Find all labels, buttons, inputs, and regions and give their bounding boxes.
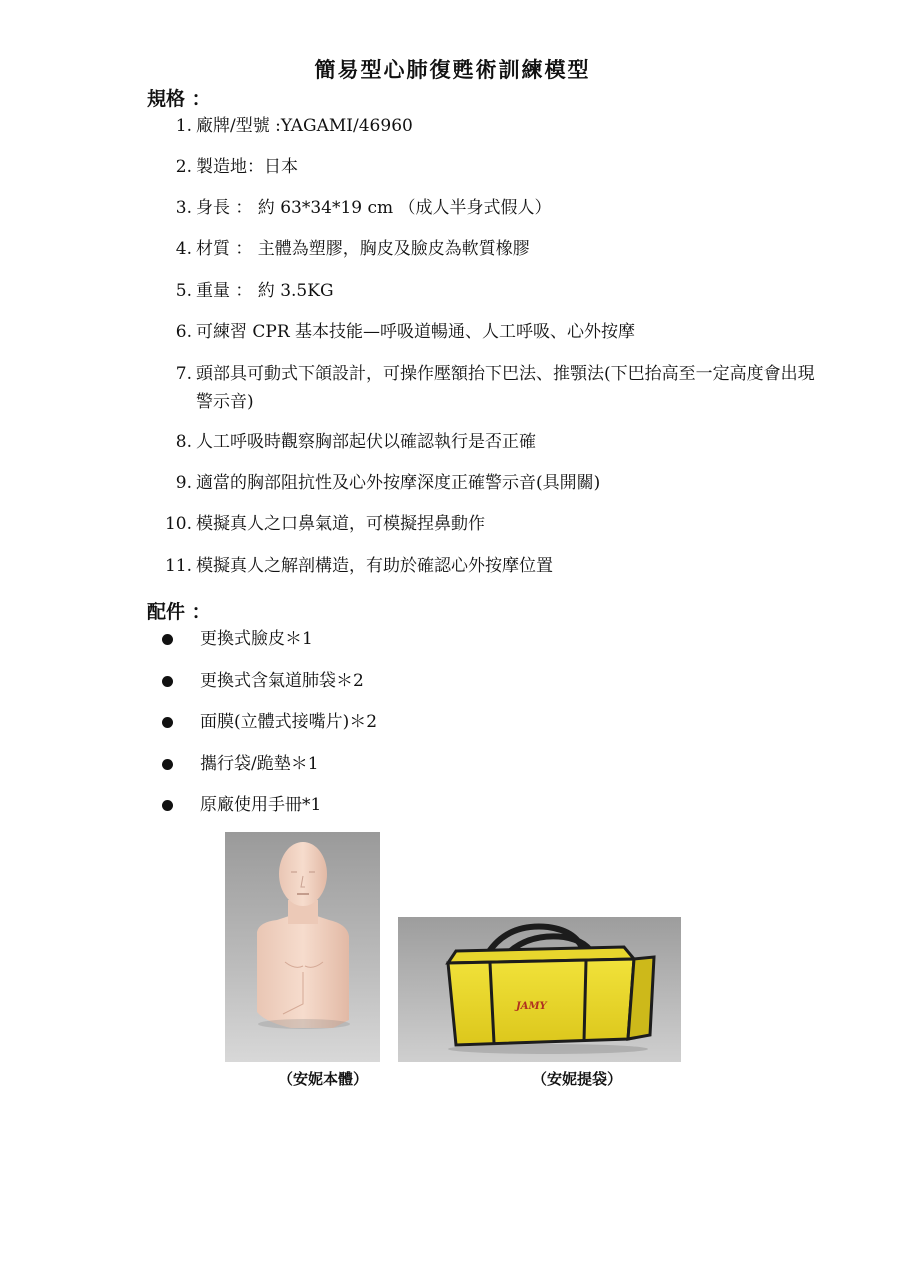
spec-text: 廠牌/型號 :YAGAMI/46960: [196, 116, 413, 136]
spec-text: 身長 ： 約 63*34*19 cm （成人半身式假人）: [196, 198, 552, 218]
accessory-item: [160, 791, 321, 819]
spec-number: 2.: [175, 157, 192, 177]
spec-item: [160, 428, 840, 456]
spec-text: 製造地：日本: [196, 157, 298, 177]
spec-item: [160, 194, 840, 222]
spec-number: 4.: [175, 239, 192, 259]
spec-text: 頭部具可動式下頜設計，可操作壓額抬下巴法、推顎法(下巴抬高至一定高度會出現警示音): [196, 364, 815, 412]
spec-text: 重量 ： 約 3.5KG: [196, 281, 334, 301]
bag-caption: （安妮提袋）: [532, 1070, 623, 1088]
spec-number: 6.: [175, 322, 192, 342]
accessory-text: 面膜(立體式接嘴片)＊2: [200, 712, 378, 732]
spec-text: 人工呼吸時觀察胸部起伏以確認執行是否正確: [196, 432, 536, 452]
spec-text: 可練習 CPR 基本技能—呼吸道暢通、人工呼吸、心外按摩: [196, 322, 636, 342]
spec-text: 適當的胸部阻抗性及心外按摩深度正確警示音(具開關): [196, 473, 601, 493]
spec-text: 模擬真人之解剖構造，有助於確認心外按摩位置: [196, 556, 553, 576]
spec-item: [160, 469, 840, 497]
spec-text: 模擬真人之口鼻氣道，可模擬捏鼻動作: [196, 514, 485, 534]
bullet-icon: [160, 634, 200, 645]
accessory-item: [160, 750, 319, 778]
page-title: 簡易型心肺復甦術訓練模型: [314, 58, 591, 82]
specs-heading: 規格 ：: [147, 88, 211, 110]
spec-item: [160, 510, 840, 538]
spec-item: [160, 318, 840, 346]
spec-item: [160, 112, 840, 140]
manikin-photo: [225, 832, 380, 1062]
spec-number: 8.: [175, 432, 192, 452]
spec-item: [160, 235, 840, 263]
spec-item: [160, 153, 840, 181]
accessory-item: [160, 667, 364, 695]
spec-number: 7.: [175, 364, 192, 384]
bullet-icon: [160, 759, 200, 770]
accessory-text: 攜行袋/跪墊＊1: [200, 754, 319, 774]
spec-text: 材質 ： 主體為塑膠，胸皮及臉皮為軟質橡膠: [196, 239, 530, 259]
spec-number: 10.: [164, 514, 192, 534]
spec-item: [160, 552, 840, 580]
carry-bag-photo: [398, 917, 681, 1062]
spec-item: [160, 277, 840, 305]
accessory-text: 原廠使用手冊*1: [200, 795, 322, 815]
manikin-caption: （安妮本體）: [278, 1070, 369, 1088]
accessories-heading: 配件 ：: [147, 601, 211, 623]
bullet-icon: [160, 676, 200, 687]
spec-item: [160, 360, 820, 416]
accessory-text: 更換式含氣道肺袋＊2: [200, 671, 364, 691]
spec-number: 9.: [175, 473, 192, 493]
spec-number: 11.: [164, 556, 192, 576]
bullet-icon: [160, 717, 200, 728]
accessory-text: 更換式臉皮＊1: [200, 629, 313, 649]
spec-number: 5.: [175, 281, 192, 301]
accessory-item: [160, 625, 313, 653]
spec-number: 1.: [175, 116, 192, 136]
accessory-item: [160, 708, 377, 736]
bullet-icon: [160, 800, 200, 811]
bag-logo: JAMY: [516, 1001, 547, 1012]
spec-number: 3.: [175, 198, 192, 218]
